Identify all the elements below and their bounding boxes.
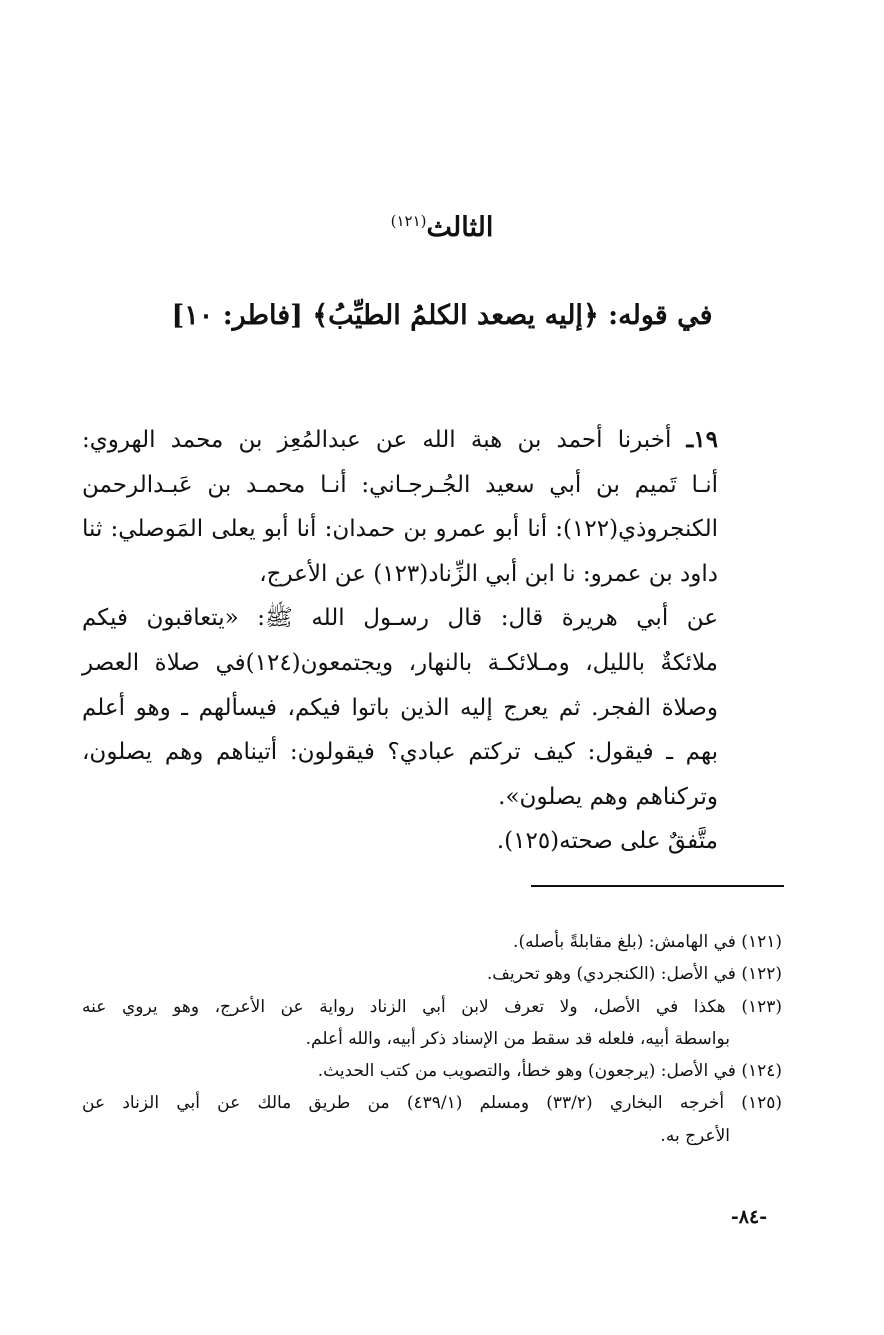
hadith-line: وصلاة الفجر. ثم يعرج إليه الذين باتوا فيكم، فيسألهم ـ وهو أعلم	[82, 694, 718, 721]
chapter-title: الثالث	[426, 212, 494, 243]
hadith-line-text: أخبرنا أحمد بن هبة الله عن عبدالمُعِز بن محمد الهروي:	[82, 427, 672, 453]
verse-heading: في قوله: ﴿إليه يصعد الكلمُ الطيِّبُ﴾ [فاطر: ١٠]	[171, 300, 713, 331]
hadith-line: داود بن عمرو: نا ابن أبي الزِّناد(١٢٣) عن الأعرج،	[259, 560, 718, 587]
hadith-line: بهم ـ فيقول: كيف تركتم عبادي؟ فيقولون: أتيناهم وهم يصلون،	[82, 739, 718, 766]
footnote: (١٢٣) هكذا في الأصل، ولا تعرف لابن أبي الزناد رواية عن الأعرج، وهو يروي عنه	[82, 996, 782, 1017]
hadith-line: ملائكةٌ بالليل، ومـلائكـة بالنهار، ويجتمعون(١٢٤)في صلاة العصر	[82, 649, 719, 676]
hadith-line: متَّفقٌ على صحته(١٢٥).	[496, 828, 718, 855]
footnote-continuation: بواسطة أبيه، فلعله قد سقط من الإسناد ذكر أبيه، والله أعلم.	[305, 1028, 730, 1049]
hadith-number: ١٩ـ	[686, 426, 718, 453]
hadith-text	[82, 418, 718, 864]
footnote: (١٢٥) أخرجه البخاري (٣٣/٢) ومسلم (٤٣٩/١) من طريق مالك عن أبي الزناد عن	[82, 1093, 782, 1114]
hadith-line: عن أبي هريرة قال: قال رسـول الله ﷺ: «يتعاقبون فيكم	[82, 605, 718, 632]
footnote-divider	[531, 885, 784, 887]
footnote: (١٢٢) في الأصل: (الكنجردي) وهو تحريف.	[486, 964, 782, 985]
chapter-footnote-ref: (١٢١)	[390, 212, 427, 230]
hadith-line: أنـا تَميم بن أبي سعيد الجُـرجـاني: أنـا محمـد بن عَبـدالرحمن	[82, 471, 718, 498]
footnote: (١٢٤) في الأصل: (يرجعون) وهو خطأ، والتصويب من كتب الحديث.	[317, 1061, 782, 1082]
footnote: (١٢١) في الهامش: (بلغ مقابلةً بأصله).	[513, 932, 782, 952]
hadith-line: وتركناهم وهم يصلون».	[498, 783, 718, 810]
footnotes	[82, 926, 782, 1152]
page-number: -٨٤-	[730, 1206, 768, 1228]
footnote-continuation: الأعرج به.	[660, 1125, 730, 1146]
hadith-line: الكنجروذي(١٢٢): أنا أبو عمرو بن حمدان: أنا أبو يعلى المَوصلي: ثنا	[82, 516, 718, 543]
chapter-heading	[0, 212, 884, 243]
hadith-line	[82, 418, 718, 463]
